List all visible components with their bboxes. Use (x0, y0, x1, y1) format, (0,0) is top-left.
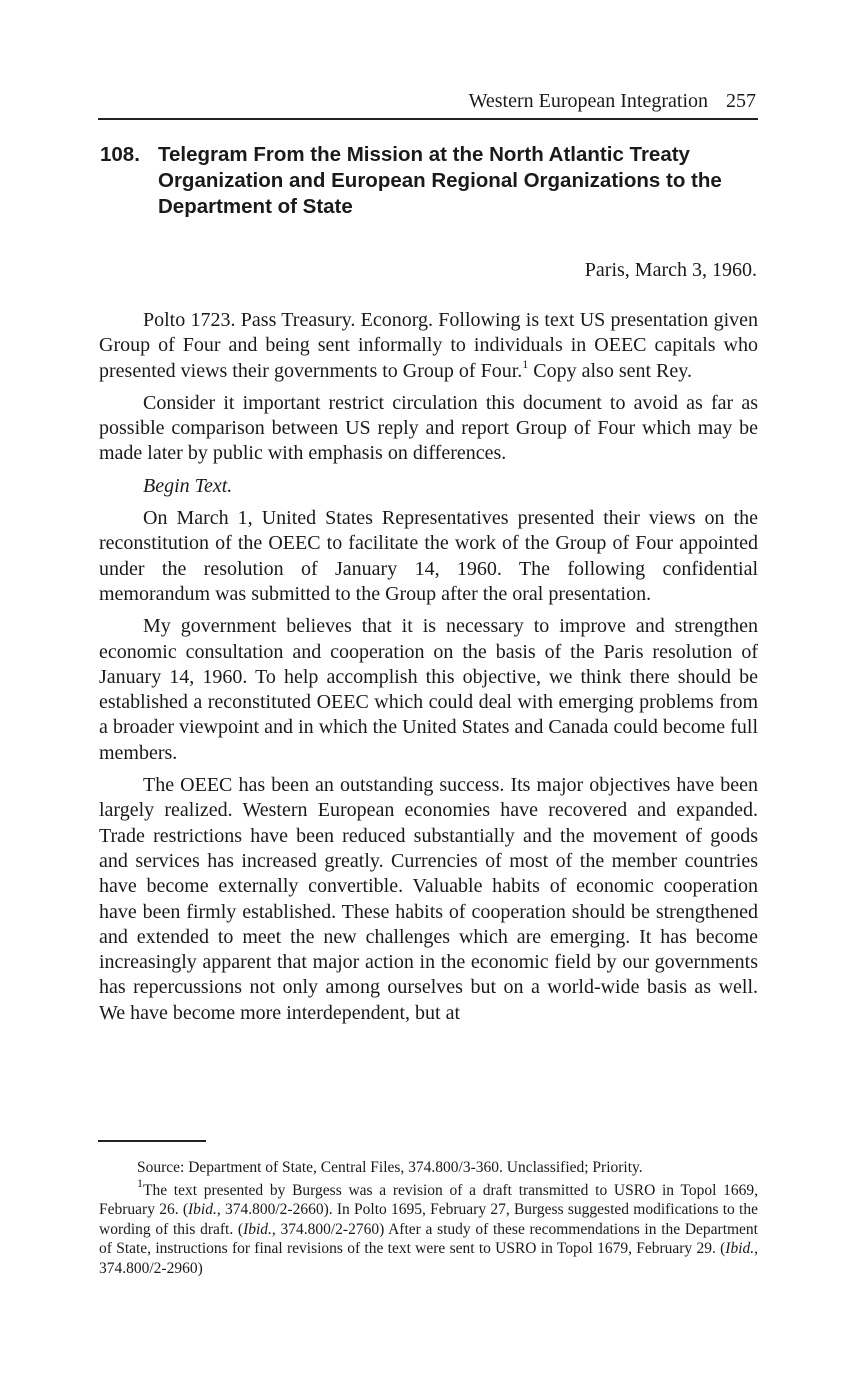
paragraph-2: Consider it important restrict circulation this document to avoid as far as possible comparison between US reply and report Group of Four which may be made later by public with emphasis on differences. (99, 391, 758, 465)
source-note: Source: Department of State, Central Files, 374.800/3-360. Unclassified; Priority. (137, 1159, 643, 1176)
paragraph-3: On March 1, United States Representatives presented their views on the reconstitution of the OEEC to facilitate the work of the Group of Four appointed under the resolution of January 14, 1960. The following confidential memorandum was submitted to the Group after the oral presentation. (99, 507, 758, 605)
dateline: Paris, March 3, 1960. (584, 259, 757, 281)
document-title: Telegram From the Mission at the North Atlantic Treaty Organization and European Regional Organizations to the Department of State (158, 143, 722, 218)
ibid-1: Ibid. (188, 1201, 217, 1218)
begin-text-marker: Begin Text. (143, 474, 233, 497)
document-body (99, 308, 758, 1033)
footnotes (99, 1158, 758, 1281)
footnote-divider (98, 1140, 206, 1142)
running-header (98, 88, 758, 120)
footnote-1-text-d: , 374.800/2-2960) (99, 1240, 758, 1277)
footnote-1 (99, 1176, 758, 1279)
page-number: 257 (726, 90, 756, 112)
ibid-2: Ibid. (243, 1220, 272, 1238)
footnote-1-text-c: , 374.800/2-2760) After a study of these recommendations in the Department of State, instructions for final revisions of the text were sent to USRO in Topol 1679, February 29. ( (99, 1220, 758, 1257)
paragraph-1-tail: Copy also sent Rey. (528, 359, 692, 382)
footnote-1-marker: 1 (137, 1176, 143, 1191)
paragraph-5: The OEEC has been an outstanding success. Its major objectives have been largely realized. Western European economies have recovered and expanded. Trade restrictions have been reduced substantially and the movement of goods and services has increased greatly. Currencies of most of the member countries have become externally convertible. Valuable habits of economic cooperation have been firmly established. These habits of cooperation should be strengthened and extended to meet the new challenges which are emerging. It has become increasingly apparent that major action in the economic field by our governments has repercussions not only among ourselves but on a world-wide basis as well. We have become more interdependent, but at (99, 774, 758, 1024)
footnote-1-text-a: The text presented by Burgess was a revision of a draft transmitted to USRO in Topol 1669, February 26. ( (99, 1181, 758, 1218)
footnote-ref-1: 1 (522, 356, 529, 371)
footnote-1-text-b: , 374.800/2-2660). In Polto 1695, February 27, Burgess suggested modifications to the wording of this draft. ( (99, 1201, 758, 1238)
document-number: 108. (100, 143, 140, 166)
paragraph-1 (99, 308, 758, 384)
paragraph-1-text: Polto 1723. Pass Treasury. Econorg. Following is text US presentation given Group of Four and being sent informally to individuals in OEEC capitals who presented views their governments to Group of Four. (99, 309, 758, 382)
running-title: Western European Integration (468, 90, 708, 112)
ibid-3: Ibid. (725, 1240, 755, 1257)
paragraph-4: My government believes that it is necessary to improve and strengthen economic consultation and cooperation on the basis of the Paris resolution of January 14, 1960. To help accomplish this objective, we think there should be established a reconstituted OEEC which could deal with emerging problems from a broader viewpoint and in which the United States and Canada could become full members. (99, 615, 758, 764)
